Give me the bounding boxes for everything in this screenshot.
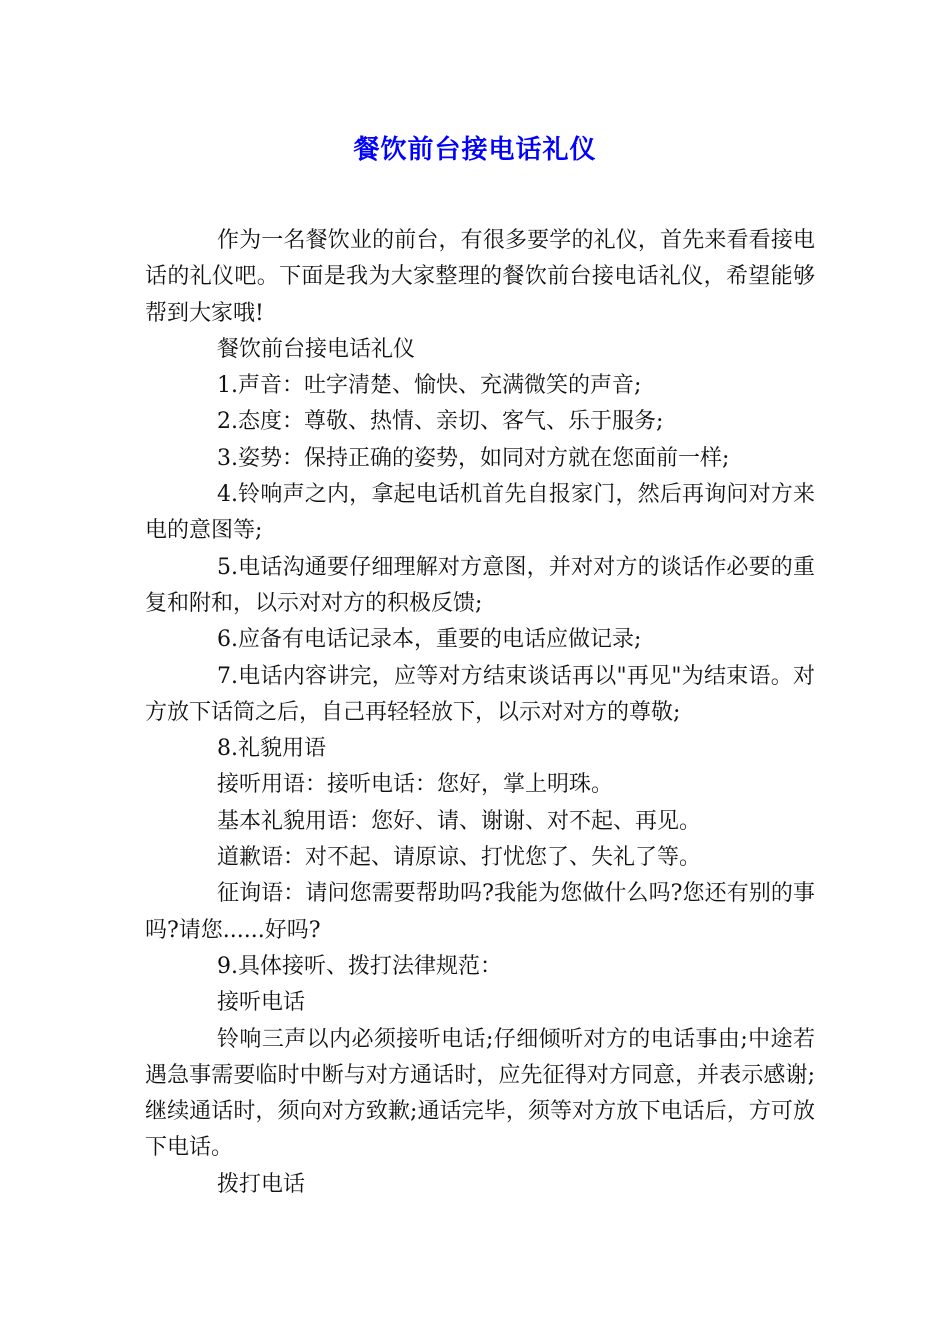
list-item-polite-language: 8.礼貌用语 (217, 736, 326, 762)
list-item-communication: 5.电话沟通要仔细理解对方意图，并对对方的谈话作必要的重复和附和，以示对对方的积极反馈; (145, 554, 815, 616)
subheading-answering-calls: 接听电话 (217, 990, 306, 1016)
list-item-posture: 3.姿势：保持正确的姿势，如同对方就在您面前一样; (217, 445, 730, 471)
list-item-answer: 4.铃响声之内，拿起电话机首先自报家门，然后再询问对方来电的意图等; (145, 482, 815, 544)
subheading-making-calls: 拨打电话 (217, 1171, 306, 1197)
list-item-voice: 1.声音：吐字清楚、愉快、充满微笑的声音; (217, 373, 642, 399)
list-item-attitude: 2.态度：尊敬、热情、亲切、客气、乐于服务; (217, 409, 664, 435)
document-title: 餐饮前台接电话礼仪 (353, 135, 597, 165)
document-body (145, 223, 815, 1203)
section-heading: 餐饮前台接电话礼仪 (217, 336, 416, 362)
phrase-basic-polite: 基本礼貌用语：您好、请、谢谢、对不起、再见。 (217, 808, 702, 834)
list-item-ending: 7.电话内容讲完，应等对方结束谈话再以"再见"为结束语。对方放下话筒之后，自己再轻轻放下，以示对对方的尊敬; (145, 663, 815, 725)
list-item-record: 6.应备有电话记录本，重要的电话应做记录; (217, 627, 642, 653)
phrase-apology: 道歉语：对不起、请原谅、打忧您了、失礼了等。 (217, 845, 702, 871)
list-item-norms: 9.具体接听、拨打法律规范： (217, 953, 502, 979)
phrase-answering: 接听用语：接听电话：您好，掌上明珠。 (217, 772, 614, 798)
phrase-inquiry: 征询语：请问您需要帮助吗?我能为您做什么吗?您还有别的事吗?请您......好吗? (145, 881, 815, 943)
paragraph-answering-rules: 铃响三声以内必须接听电话;仔细倾听对方的电话事由;中途若遇急事需要临时中断与对方通话时，应先征得对方同意，并表示感谢;继续通话时，须向对方致歉;通话完毕，须等对方放下电话后，方可放下电话。 (145, 1026, 815, 1161)
paragraph-intro: 作为一名餐饮业的前台，有很多要学的礼仪，首先来看看接电话的礼仪吧。下面是我为大家整理的餐饮前台接电话礼仪，希望能够帮到大家哦! (145, 228, 815, 326)
